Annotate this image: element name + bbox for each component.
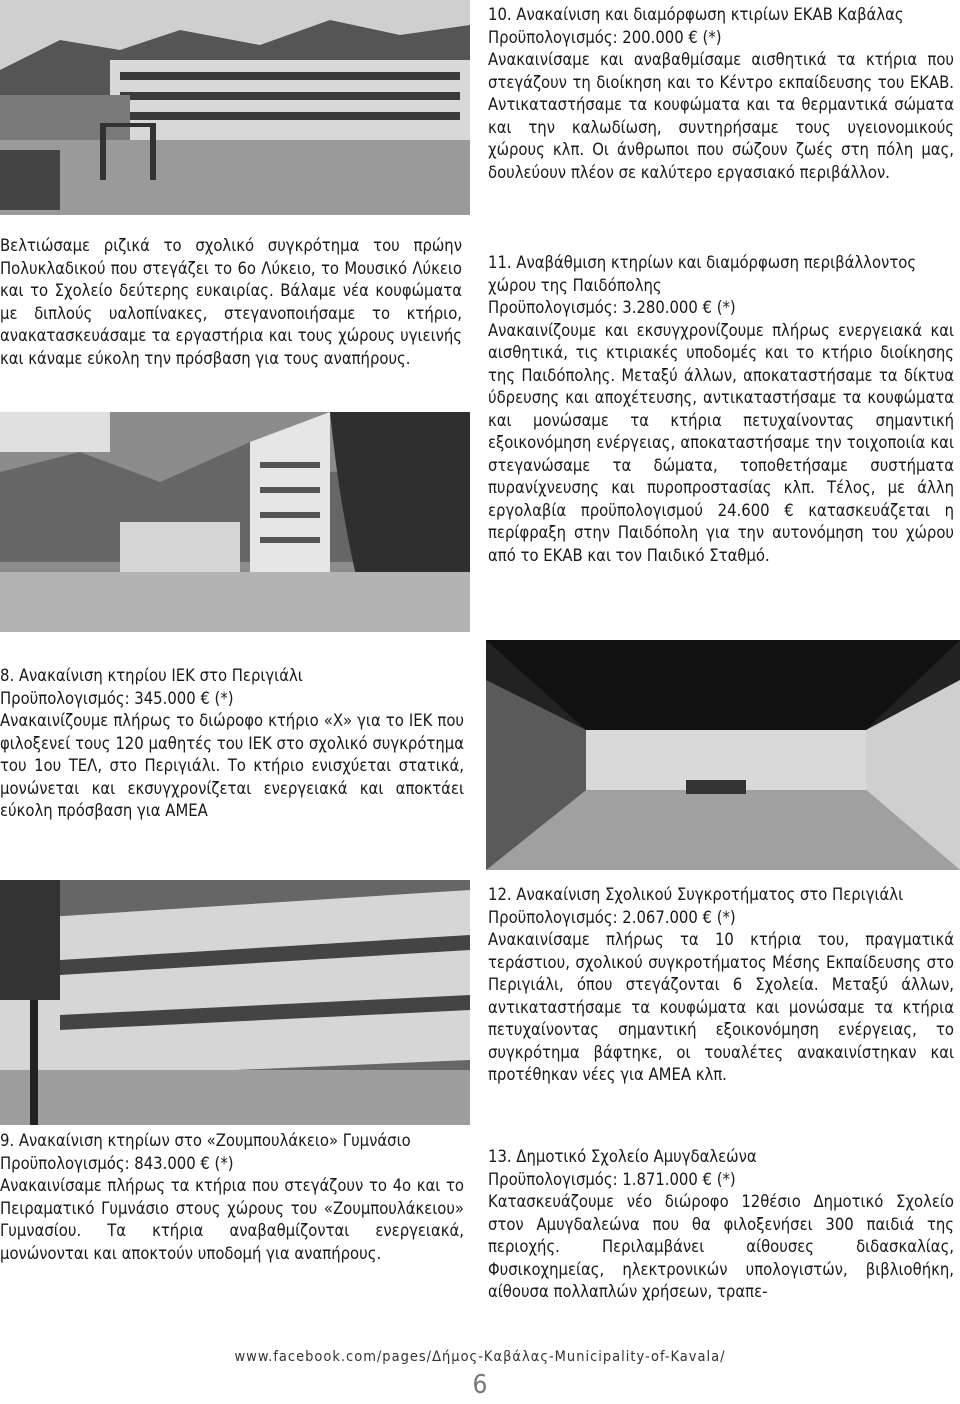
- item-12-budget: Προϋπολογισμός: 2.067.000 € (*): [488, 907, 736, 927]
- item-9-title: 9. Ανακαίνιση κτηρίων στο «Ζουμπουλάκειο» Γυμνάσιο: [0, 1131, 411, 1150]
- item-11: [488, 252, 954, 567]
- item-8-budget: Προϋπολογισμός: 345.000 € (*): [0, 688, 234, 708]
- photo-school-complex: [0, 0, 470, 215]
- item-8-title: 8. Ανακαίνιση κτηρίου ΙΕΚ στο Περιγιάλι: [0, 666, 303, 685]
- intro-paragraph: [0, 235, 462, 370]
- item-8: [0, 665, 464, 823]
- item-12-title: 12. Ανακαίνιση Σχολικού Συγκροτήματος στο Περιγιάλι: [488, 885, 904, 904]
- item-11-body: Ανακαινίζουμε και εκσυγχρονίζουμε πλήρως ενεργειακά και αισθητικά, τις κτιριακές υποδομές και το κτήριο διοίκησης της Παιδόπολης. Μεταξύ άλλων, αποκαταστήσαμε τα δίκτυα ύδρευσης και αποχέτευσης, αντικαταστήσαμε τα κουφώματα και μονώσαμε τα κτήρια πετυχαίνοντας σημαντική εξοικονόμηση ενέργειας, αποκαταστήσαμε την τοιχοποιία και στεγανώσαμε τα δώματα, τοποθετήσαμε συστήματα πυρανίχνευσης και πυροπροστασίας κλπ. Τέλος, με άλλη εργολαβία προϋπολογισμού 24.600 € κατασκευάζεται η περίφραξη στην Παιδόπολη για την αυτονόμηση του χώρου από το ΕΚΑΒ και τον Παιδικό Σταθμό.: [488, 320, 954, 565]
- item-13-budget: Προϋπολογισμός: 1.871.000 € (*): [488, 1169, 736, 1189]
- photo-lyceum-building: [0, 412, 470, 632]
- item-13-title: 13. Δημοτικό Σχολείο Αμυγδαλεώνα: [488, 1147, 757, 1166]
- item-12: [488, 884, 954, 1087]
- item-13: [488, 1146, 954, 1304]
- intro-text: Βελτιώσαμε ριζικά το σχολικό συγκρότημα του πρώην Πολυκλαδικού που στεγάζει το 6ο Λύκειο, το Μουσικό Λύκειο και το Σχολείο δεύτερης ευκαιρίας. Βάλαμε νέα κουφώματα με διπλούς υαλοπίνακες, στεγανοποιήσαμε το κτήριο, ανακατασκευάσαμε τα εργαστήρια και τους χώρους υγιεινής και κάναμε εύκολη την πρόσβαση για τους αναπήρους.: [0, 236, 462, 368]
- item-13-body: Κατασκευάζουμε νέο διώροφο 12θέσιο Δημοτικό Σχολείο στον Αμυγδαλεώνα που θα φιλοξενήσει 300 παιδιά της περιοχής. Περιλαμβάνει αίθουσες διδασκαλίας, Φυσικοχημείας, ηλεκτρονικών υπολογιστών, βιβλιοθήκη, αίθουσα πολλαπλών χρήσεων, τραπε-: [488, 1192, 954, 1301]
- item-10-body: Ανακαινίσαμε και αναβαθμίσαμε αισθητικά τα κτήρια που στεγάζουν τη διοίκηση και το Κέντρο εκπαίδευσης του ΕΚΑΒ. Αντικαταστήσαμε τα κουφώματα και τα θερμαντικά σώματα και την καλωδίωση, συντηρήσαμε τους υγειονομικούς χώρους κλπ. Οι άνθρωποι που σώζουν ζωές στη πόλη μας, δουλεύουν πλέον σε καλύτερο εργασιακό περιβάλλον.: [488, 50, 954, 182]
- item-11-budget: Προϋπολογισμός: 3.280.000 € (*): [488, 298, 736, 317]
- item-10-title: 10. Ανακαίνιση και διαμόρφωση κτιρίων ΕΚΑΒ Καβάλας: [488, 5, 904, 24]
- item-10: [488, 4, 954, 184]
- footer-facebook-link[interactable]: www.facebook.com/pages/Δήμος-Καβάλας-Municipality-of-Kavala/: [234, 1349, 726, 1365]
- item-12-body: Ανακαινίσαμε πλήρως τα 10 κτήρια του, πραγματικά τεράστιου, σχολικού συγκροτήματος Μέσης Εκπαίδευσης στο Περιγιάλι, όπου στεγάζονται 6 Σχολεία. Μεταξύ άλλων, αντικαταστήσαμε τα κουφώματα και μονώσαμε τα κτήρια πετυχαίνοντας σημαντική εξοικονόμηση ενέργειας, το συγκρότημα βάφτηκε, οι τουαλέτες ανακαινίστηκαν και προτέθηκαν νέες για ΑΜΕΑ κλπ.: [488, 930, 954, 1084]
- photo-interior-hall: [486, 640, 960, 870]
- page-number: 6: [472, 1370, 488, 1400]
- item-9: [0, 1130, 464, 1265]
- item-10-budget: Προϋπολογισμός: 200.000 € (*): [488, 27, 722, 47]
- item-8-body: Ανακαινίζουμε πλήρως το διώροφο κτήριο «Χ» για το ΙΕΚ που φιλοξενεί τους 120 μαθητές του ΙΕΚ στο σχολικό συγκρότημα του 1ου ΤΕΛ, στο Περιγιάλι. Το κτήριο ενισχύεται στατικά, μονώνεται και εκσυγχρονίζεται ενεργειακά και αποκτάει εύκολη πρόσβαση για ΑΜΕΑ: [0, 711, 464, 820]
- item-11-title: 11. Αναβάθμιση κτηρίων και διαμόρφωση περιβάλλοντος χώρου της Παιδόπολης: [488, 253, 917, 295]
- item-9-budget: Προϋπολογισμός: 843.000 € (*): [0, 1153, 234, 1173]
- photo-iek-building: [0, 880, 470, 1125]
- item-9-body: Ανακαινίσαμε πλήρως τα κτήρια που στεγάζουν το 4ο και το Πειραματικό Γυμνάσιο στους χώρους του «Ζουμπουλάκειου» Γυμνασίου. Τα κτήρια αναβαθμίζονται ενεργειακά, μονώνονται και αποκτούν υποδομή για αναπήρους.: [0, 1176, 464, 1263]
